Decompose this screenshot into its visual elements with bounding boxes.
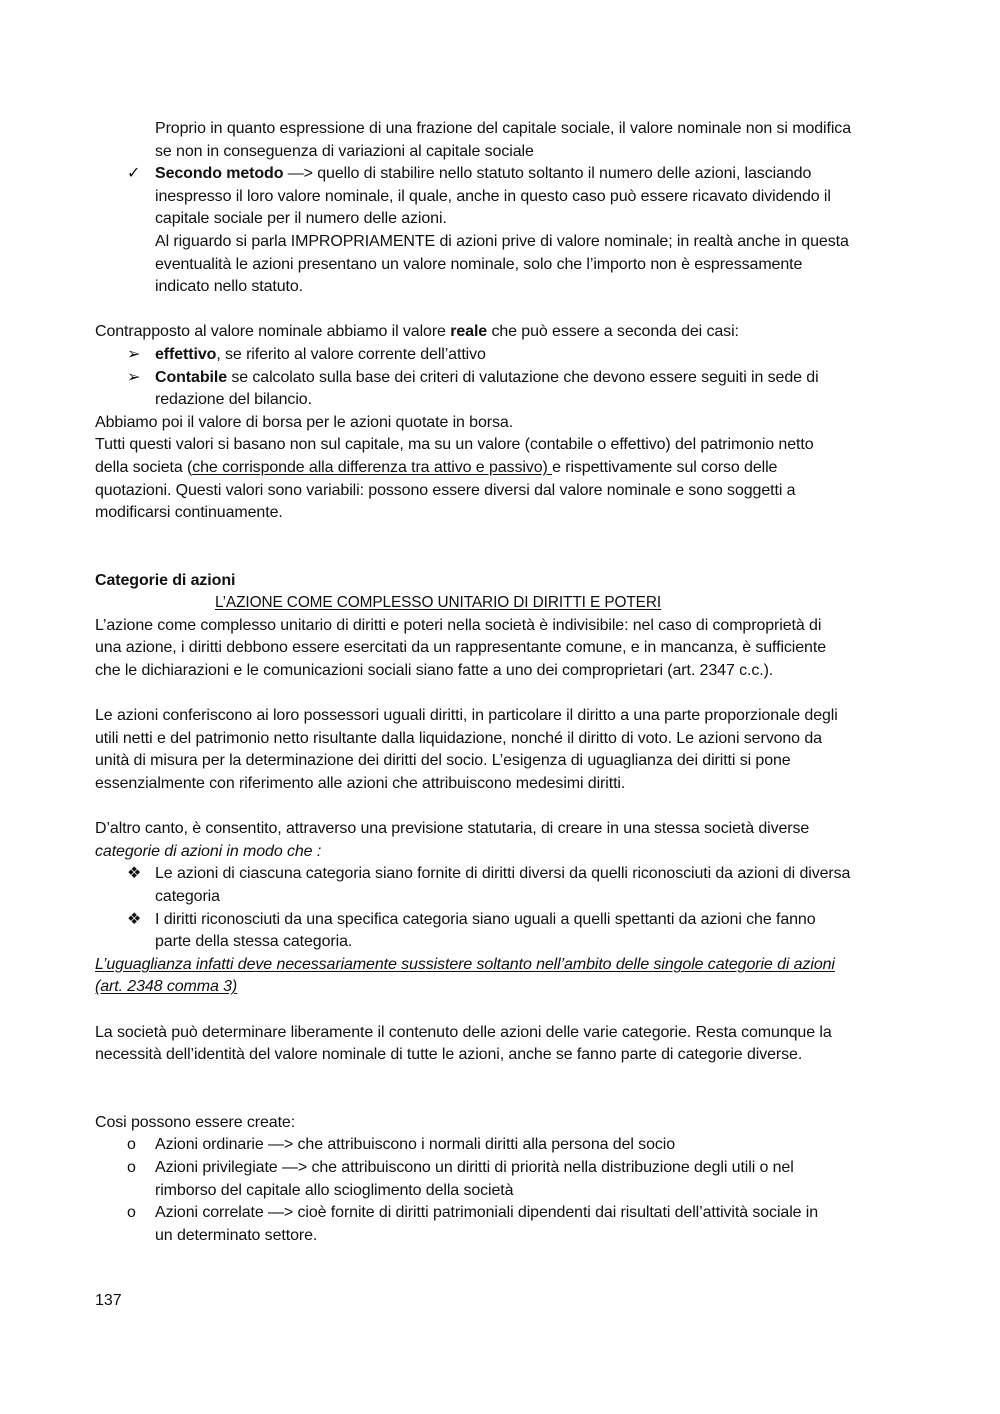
- text-line: Azioni ordinarie —> che attribuiscono i normali diritti alla persona del socio: [155, 1136, 676, 1154]
- arrow-bullet-icon: ➢: [127, 345, 141, 363]
- list-item-secondo-metodo: [95, 163, 905, 299]
- paragraph-valore-reale: [95, 321, 905, 344]
- italic-underlined-line: [95, 954, 905, 977]
- text-line: redazione del bilancio.: [155, 391, 312, 409]
- text-line: se non in conseguenza di variazioni al capitale sociale: [155, 142, 534, 160]
- text-line: Le azioni di ciascuna categoria siano fornite di diritti diversi da quelli riconosciuti da azioni di diversa: [155, 865, 851, 883]
- text-line: Proprio in quanto espressione di una frazione del capitale sociale, il valore nominale non si modifica: [155, 120, 851, 137]
- text-line: rimborso del capitale allo scioglimento della società: [155, 1181, 514, 1199]
- list-item-effettivo: [95, 344, 905, 367]
- text-span: che può essere a seconda dei casi:: [487, 323, 739, 341]
- text-line: Al riguardo si parla IMPROPRIAMENTE di azioni prive di valore nominale; in realtà anche in questa: [155, 232, 849, 250]
- text-line: che le dichiarazioni e le comunicazioni sociali siano fatte a uno dei comproprietari (art. 2347 c.c.).: [95, 662, 774, 680]
- text-line: Le azioni conferiscono ai loro possessori uguali diritti, in particolare il diritto a una parte proporzionale degli: [95, 707, 838, 725]
- text-span: , se riferito al valore corrente dell’attivo: [216, 345, 486, 363]
- circle-bullet-icon: o: [127, 1204, 136, 1222]
- text-line: inespresso il loro valore nominale, il quale, anche in questo caso può essere ricavato dividendo il: [155, 187, 831, 205]
- text-span: —> quello di stabilire nello statuto soltanto il numero delle azioni, lasciando: [283, 165, 812, 183]
- text-span: della societa (: [95, 458, 193, 476]
- text-line: [95, 841, 905, 864]
- arrow-bullet-icon: ➢: [127, 368, 141, 386]
- page-number: 137: [95, 1292, 122, 1309]
- text-line: L’azione come complesso unitario di diritti e poteri nella società è indivisibile: nel caso di comproprietà di: [95, 616, 822, 634]
- text-line: unità di misura per la determinazione dei diritti del socio. L’esigenza di uguaglianza dei diritti si pone: [95, 752, 791, 770]
- text-span: se calcolato sulla base dei criteri di valutazione che devono essere seguiti in sede di: [227, 368, 819, 386]
- bold-term: Contabile: [155, 368, 227, 386]
- section-subheading: L’AZIONE COME COMPLESSO UNITARIO DI DIRITTI E POTERI: [215, 594, 662, 612]
- text-line: Azioni privilegiate —> che attribuiscono un diritti di priorità nella distribuzione degli utili o nel: [155, 1158, 794, 1176]
- text-line: categoria: [155, 888, 220, 905]
- list-item-azioni-correlate: [95, 1202, 905, 1247]
- text-line: una azione, i diritti debbono essere esercitati da un rappresentante comune, e in mancanza, è sufficiente: [95, 639, 827, 657]
- diamond-bullet-icon: ❖: [127, 865, 142, 883]
- text-line: un determinato settore.: [155, 1226, 318, 1244]
- text-span: e rispettivamente sul corso delle: [552, 458, 778, 476]
- circle-bullet-icon: o: [127, 1136, 136, 1154]
- list-item-contabile: [95, 367, 905, 412]
- text-line: quotazioni. Questi valori sono variabili: possono essere diversi dal valore nominale e sono soggetti a: [95, 481, 796, 499]
- text-line: D’altro canto, è consentito, attraverso una previsione statutaria, di creare in una stessa società diverse: [95, 820, 810, 838]
- text-line: Cosi possono essere create:: [95, 1113, 296, 1131]
- text-line: eventualità le azioni presentano un valore nominale, solo che l’importo non è espressamente: [155, 255, 803, 273]
- text-line: indicato nello statuto.: [155, 278, 304, 296]
- text-line: Tutti questi valori si basano non sul capitale, ma su un valore (contabile o effettivo) del patrimonio netto: [95, 436, 814, 454]
- italic-text: (art. 2348 comma 3): [95, 978, 238, 996]
- paragraph-valore-nominale: [95, 118, 905, 163]
- italic-underlined-line: [95, 976, 905, 999]
- text-line: Azioni correlate —> cioè fornite di diritti patrimoniali dipendenti dai risultati dell’attività sociale in: [155, 1204, 819, 1222]
- text-line: parte della stessa categoria.: [155, 933, 353, 951]
- text-line: Abbiamo poi il valore di borsa per le azioni quotate in borsa.: [95, 413, 514, 431]
- heading-text: Categorie di azioni: [95, 571, 236, 589]
- circle-bullet-icon: o: [127, 1158, 136, 1176]
- list-item-stessa-categoria: [95, 909, 905, 954]
- section-heading: [95, 570, 905, 593]
- list-item-diverse-categorie: [95, 863, 905, 908]
- text-line: [95, 457, 905, 480]
- list-item-azioni-privilegiate: [95, 1157, 905, 1202]
- text-line: capitale sociale per il numero delle azioni.: [155, 210, 447, 228]
- checkmark-bullet-icon: ✓: [127, 165, 141, 183]
- text-line: essenzialmente con riferimento alle azioni che attribuiscono medesimi diritti.: [95, 775, 626, 793]
- document-body: [95, 118, 905, 1247]
- italic-text: categorie di azioni in modo che :: [95, 842, 322, 860]
- text-line: La società può determinare liberamente il contenuto delle azioni delle varie categorie. Resta comunque la: [95, 1023, 832, 1041]
- bold-term: reale: [450, 323, 488, 341]
- diamond-bullet-icon: ❖: [127, 910, 142, 928]
- text-line: utili netti e del patrimonio netto risultante dalla liquidazione, nonché il diritto di voto. Le azioni servono da: [95, 729, 822, 747]
- bold-term: effettivo: [155, 345, 217, 363]
- text-line: necessità dell’identità del valore nominale di tutte le azioni, anche se fanno parte di categorie diverse.: [95, 1046, 803, 1064]
- italic-text: L’uguaglianza infatti deve necessariamente sussistere soltanto nell’ambito delle singole categorie di azioni: [95, 955, 835, 973]
- bold-term: Secondo metodo: [155, 165, 284, 183]
- text-line: I diritti riconosciuti da una specifica categoria siano uguali a quelli spettanti da azioni che fanno: [155, 910, 816, 928]
- text-span: Contrapposto al valore nominale abbiamo il valore: [95, 323, 451, 341]
- underlined-text: che corrisponde alla differenza tra attivo e passivo): [192, 458, 553, 476]
- text-line: modificarsi continuamente.: [95, 504, 283, 522]
- list-item-azioni-ordinarie: [95, 1134, 905, 1157]
